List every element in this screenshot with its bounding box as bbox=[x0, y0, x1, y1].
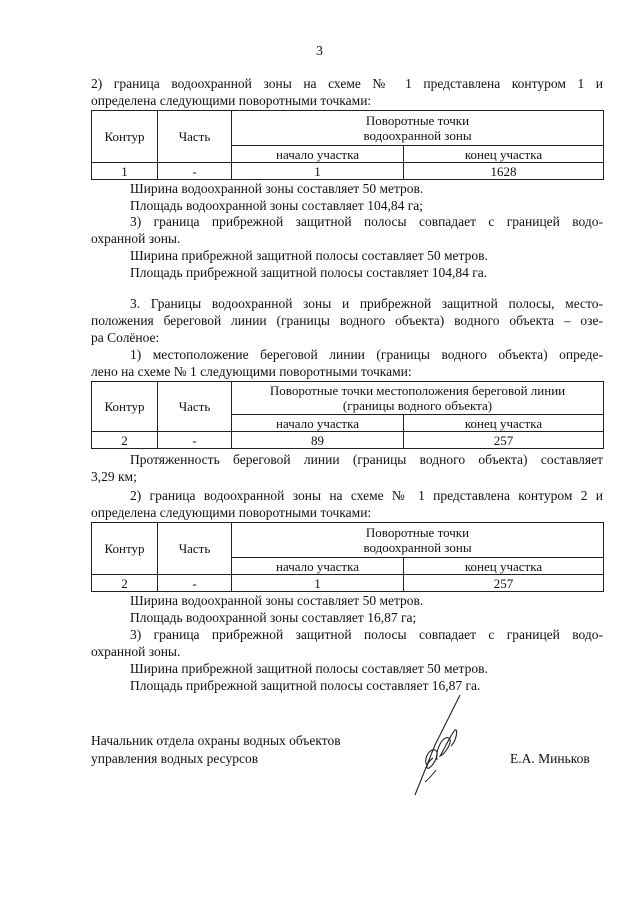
table-header-points bbox=[232, 111, 604, 146]
table-header-points-line1: Поворотные точки местоположения береговой линии bbox=[269, 383, 566, 398]
paragraph-line: ра Солёное: bbox=[91, 330, 160, 345]
table-row bbox=[92, 432, 604, 449]
paragraph-line: 3) граница прибрежной защитной полосы совпадает с границей водо- bbox=[130, 627, 603, 642]
table-row bbox=[92, 575, 604, 592]
table-row bbox=[92, 163, 604, 180]
signatory-name: Е.А. Миньков bbox=[510, 751, 590, 766]
table-header-points bbox=[232, 382, 604, 415]
table-header-part: Часть bbox=[158, 382, 232, 432]
table-header-points-line2: (границы водного объекта) bbox=[342, 398, 493, 413]
cell-start: 1 bbox=[232, 575, 404, 592]
paragraph-line: Ширина прибрежной защитной полосы составляет 50 метров. bbox=[130, 661, 488, 676]
paragraph-line: определена следующими поворотными точками: bbox=[91, 93, 372, 108]
signatory-position bbox=[91, 732, 341, 768]
table-header-contour: Контур bbox=[92, 523, 158, 575]
cell-part: - bbox=[158, 432, 232, 449]
table-water-zone-1 bbox=[91, 110, 604, 180]
table-header-end: конец участка bbox=[404, 415, 604, 432]
table-header-points-line1: Поворотные точки bbox=[365, 113, 470, 128]
table-header-start: начало участка bbox=[232, 415, 404, 432]
paragraph-line: Ширина водоохранной зоны составляет 50 метров. bbox=[130, 181, 424, 196]
paragraph-line: Площадь водоохранной зоны составляет 104,84 га; bbox=[130, 198, 423, 213]
paragraph-line: Протяженность береговой линии (границы водного объекта) составляет bbox=[130, 452, 603, 467]
cell-contour: 1 bbox=[92, 163, 158, 180]
table-header-end: конец участка bbox=[404, 146, 604, 163]
table-shoreline bbox=[91, 381, 604, 449]
paragraph-line: лено на схеме № 1 следующими поворотными точками: bbox=[91, 364, 412, 379]
table-header-contour: Контур bbox=[92, 111, 158, 163]
paragraph-line: Ширина водоохранной зоны составляет 50 метров. bbox=[130, 593, 424, 608]
signatory-position-line2: управления водных ресурсов bbox=[91, 751, 259, 766]
table-water-zone-2 bbox=[91, 522, 604, 592]
paragraph-line: Площадь прибрежной защитной полосы составляет 16,87 га. bbox=[130, 678, 481, 693]
cell-start: 1 bbox=[232, 163, 404, 180]
cell-part: - bbox=[158, 163, 232, 180]
cell-end: 257 bbox=[404, 575, 604, 592]
paragraph-line: охранной зоны. bbox=[91, 231, 181, 246]
table-header-points-line2: водоохранной зоны bbox=[363, 128, 472, 143]
page-number: 3 bbox=[316, 44, 323, 59]
table-header-start: начало участка bbox=[232, 146, 404, 163]
table-header-start: начало участка bbox=[232, 558, 404, 575]
cell-part: - bbox=[158, 575, 232, 592]
cell-start: 89 bbox=[232, 432, 404, 449]
paragraph-line: положения береговой линии (границы водного объекта) водного объекта – озе- bbox=[91, 313, 603, 328]
signatory-position-line1: Начальник отдела охраны водных объектов bbox=[91, 733, 341, 748]
table-header-end: конец участка bbox=[404, 558, 604, 575]
table-header-points-line2: водоохранной зоны bbox=[363, 540, 472, 555]
handwritten-signature bbox=[405, 690, 475, 800]
cell-contour: 2 bbox=[92, 575, 158, 592]
paragraph-line: Площадь водоохранной зоны составляет 16,87 га; bbox=[130, 610, 417, 625]
paragraph-line: 2) граница водоохранной зоны на схеме № 1 представлена контуром 2 и bbox=[130, 488, 603, 503]
paragraph-line: 3,29 км; bbox=[91, 469, 137, 484]
paragraph-line: охранной зоны. bbox=[91, 644, 181, 659]
cell-contour: 2 bbox=[92, 432, 158, 449]
paragraph-line: 3) граница прибрежной защитной полосы совпадает с границей водо- bbox=[130, 214, 603, 229]
paragraph-line: определена следующими поворотными точками: bbox=[91, 505, 372, 520]
cell-end: 1628 bbox=[404, 163, 604, 180]
table-header-points-line1: Поворотные точки bbox=[365, 525, 470, 540]
paragraph-line: Ширина прибрежной защитной полосы составляет 50 метров. bbox=[130, 248, 488, 263]
table-header-contour: Контур bbox=[92, 382, 158, 432]
paragraph-line: Площадь прибрежной защитной полосы составляет 104,84 га. bbox=[130, 265, 488, 280]
paragraph-line: 1) местоположение береговой линии (границы водного объекта) опреде- bbox=[130, 347, 603, 362]
table-header-part: Часть bbox=[158, 523, 232, 575]
table-header-part: Часть bbox=[158, 111, 232, 163]
cell-end: 257 bbox=[404, 432, 604, 449]
table-header-points bbox=[232, 523, 604, 558]
paragraph-line: 3. Границы водоохранной зоны и прибрежной защитной полосы, место- bbox=[130, 296, 603, 311]
paragraph-line: 2) граница водоохранной зоны на схеме № 1 представлена контуром 1 и bbox=[91, 76, 603, 91]
